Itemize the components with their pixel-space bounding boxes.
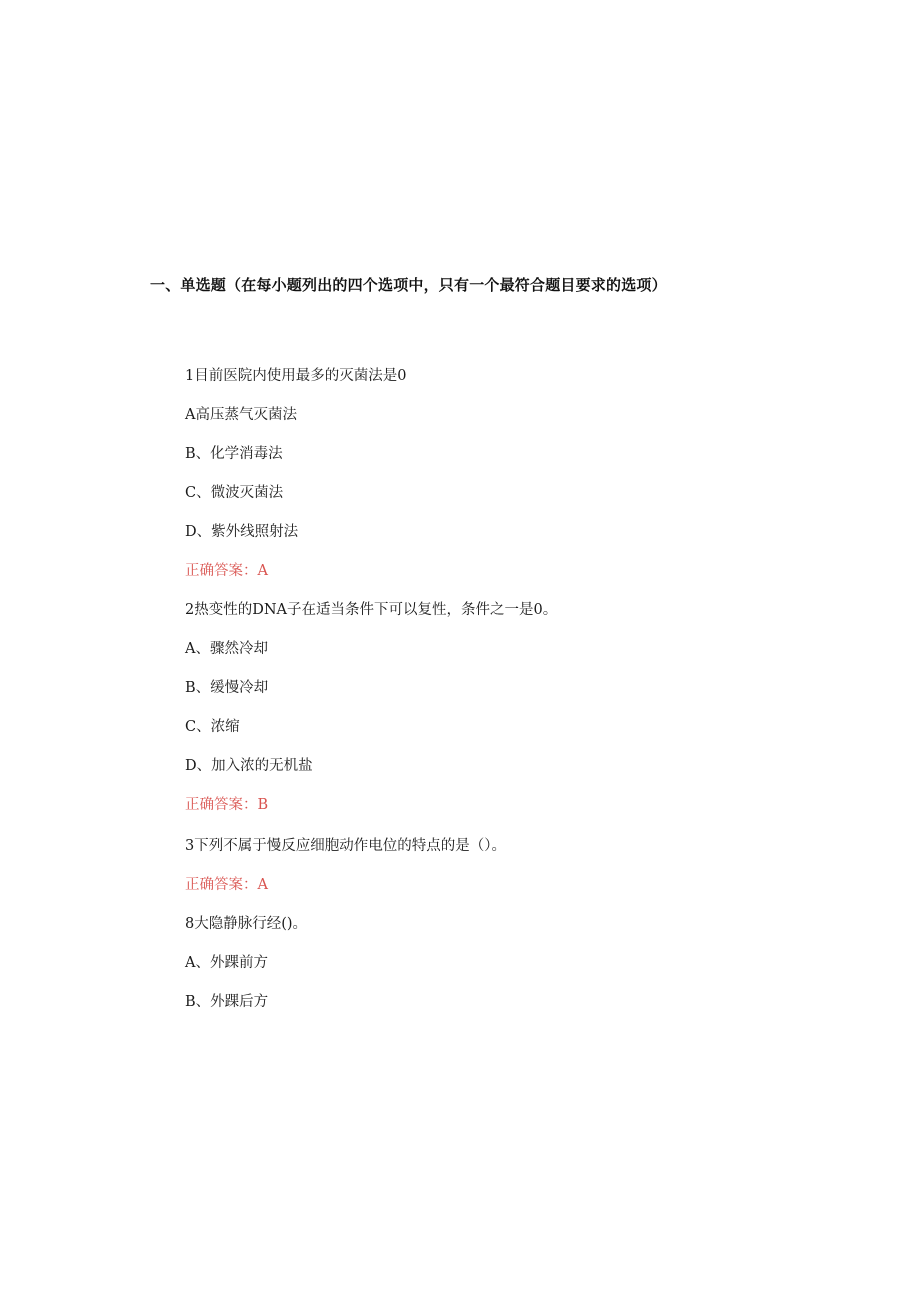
question-2-answer: 正确答案：B: [185, 797, 269, 813]
question-8-stem: 8大隐静脉行经()。: [185, 916, 308, 932]
question-1-option-d: D、紫外线照射法: [185, 524, 299, 540]
question-1-option-c: C、微波灭菌法: [185, 485, 284, 501]
question-1-stem: 1目前医院内使用最多的灭菌法是0: [185, 368, 407, 384]
question-2-option-c: C、浓缩: [185, 719, 240, 735]
question-2-option-b: B、缓慢冷却: [185, 680, 269, 696]
question-3-stem: 3下列不属于慢反应细胞动作电位的特点的是（）。: [185, 838, 506, 854]
question-1-answer: 正确答案：A: [185, 563, 268, 579]
section-heading: 一、单选题（在每小题列出的四个选项中，只有一个最符合题目要求的选项）: [150, 276, 667, 294]
question-1-option-a: A高压蒸气灭菌法: [185, 407, 297, 423]
question-2-stem: 2热变性的DNA子在适当条件下可以复性，条件之一是0。: [185, 602, 558, 618]
question-3-answer: 正确答案：A: [185, 877, 268, 893]
question-8-option-b: B、外踝后方: [185, 994, 269, 1010]
question-1-option-b: B、化学消毒法: [185, 446, 283, 462]
question-8-option-a: A、外踝前方: [185, 955, 268, 971]
question-2-option-a: A、骤然冷却: [185, 641, 268, 657]
question-2-option-d: D、加入浓的无机盐: [185, 758, 313, 774]
